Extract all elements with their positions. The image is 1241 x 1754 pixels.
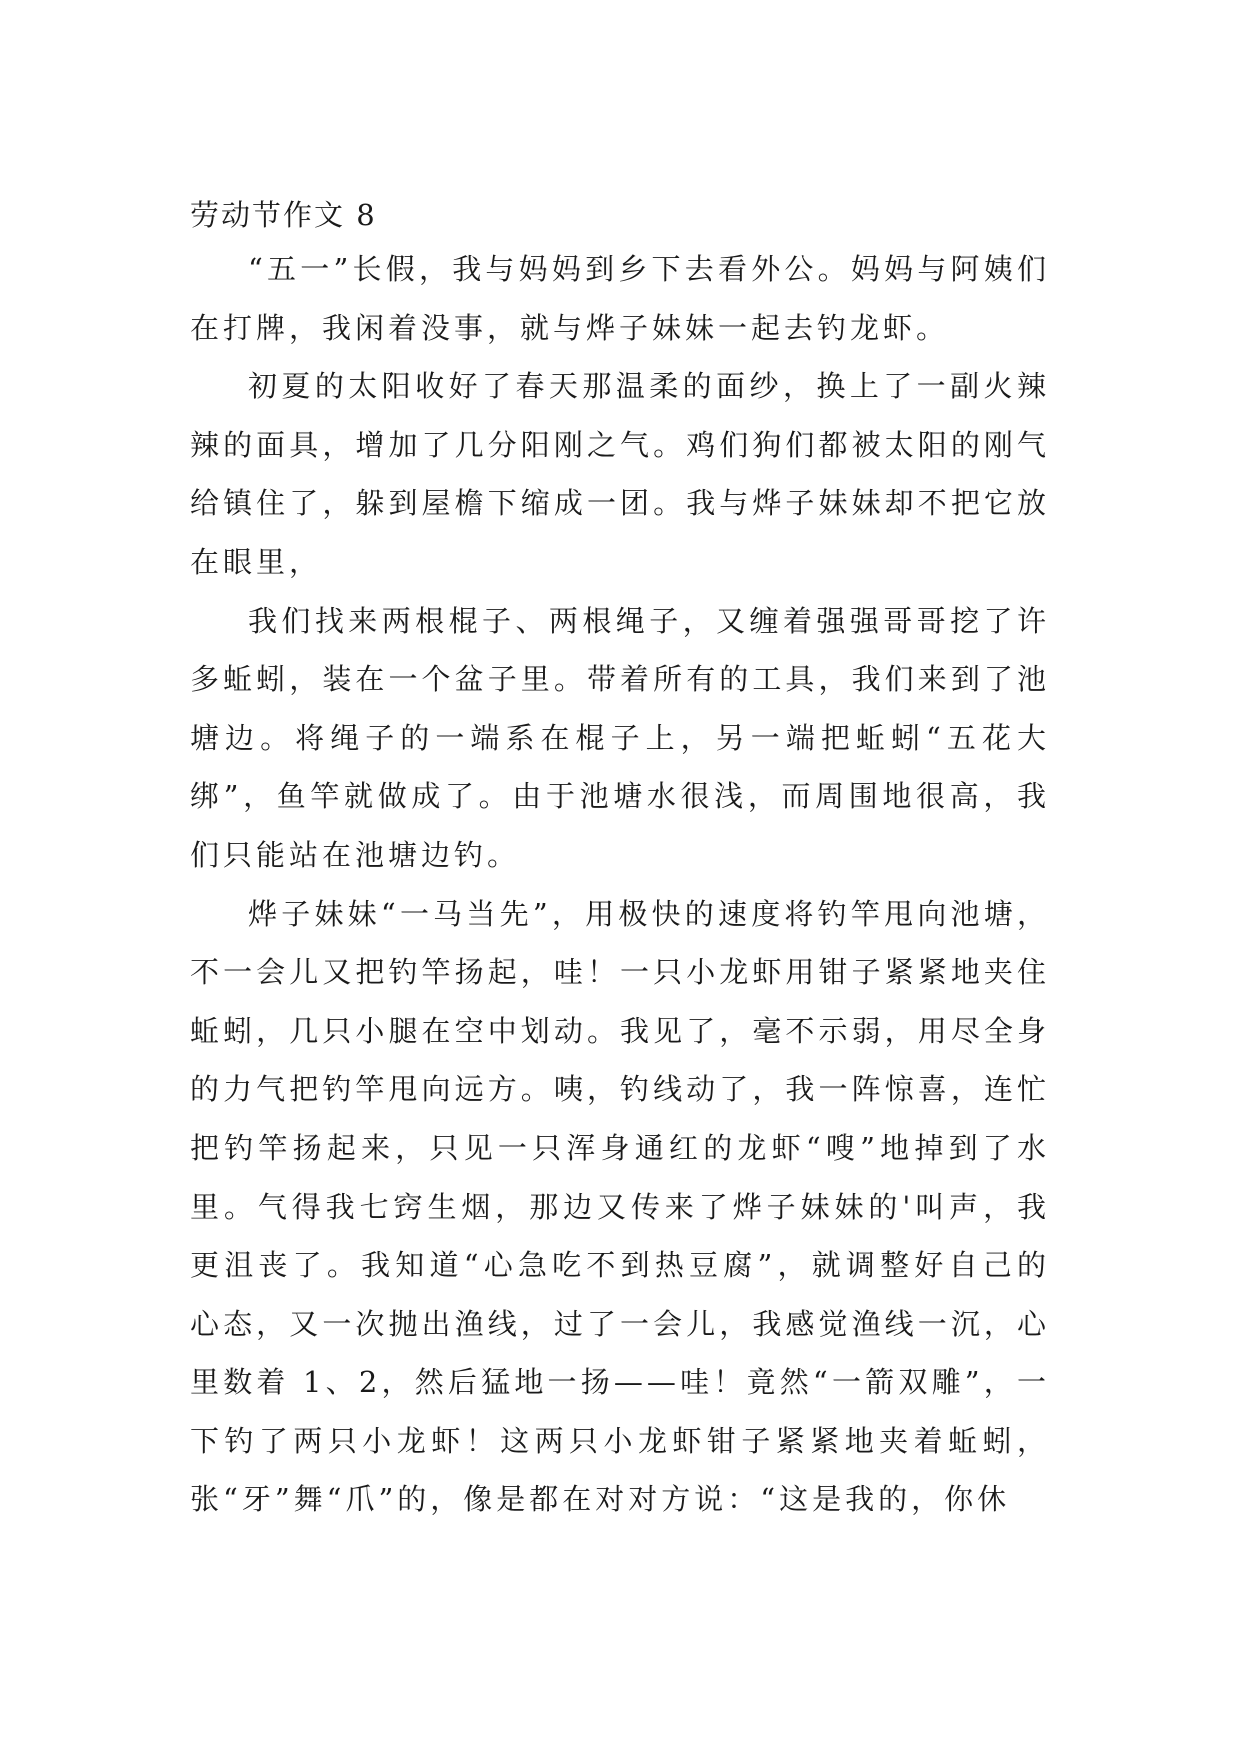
document-body xyxy=(190,190,1050,1529)
paragraph-3: 我们找来两根棍子、两根绳子，又缠着强强哥哥挖了许多蚯蚓，装在一个盆子里。带着所有的工具，我们来到了池塘边。将绳子的一端系在棍子上，另一端把蚯蚓“五花大绑”，鱼竿就做成了。由于池塘水很浅，而周围地很高，我们只能站在池塘边钓。 xyxy=(190,603,1050,872)
document-title: 劳动节作文 8 xyxy=(190,198,377,232)
paragraph-4: 烨子妹妹“一马当先”，用极快的速度将钓竿甩向池塘，不一会儿又把钓竿扬起，哇！一只小龙虾用钳子紧紧地夹住蚯蚓，几只小腿在空中划动。我见了，毫不示弱，用尽全身的力气把钓竿甩向远方。咦，钓线动了，我一阵惊喜，连忙把钓竿扬起来，只见一只浑身通红的龙虾“嗖”地掉到了水里。气得我七窍生烟，那边又传来了烨子妹妹的'叫声，我更沮丧了。我知道“心急吃不到热豆腐”，就调整好自己的心态，又一次抛出渔线，过了一会儿，我感觉渔线一沉，心里数着 1、2，然后猛地一扬——哇！竟然“一箭双雕”，一下钓了两只小龙虾！这两只小龙虾钳子紧紧地夹着蚯蚓，张“牙”舞“爪”的，像是都在对对方说：“这是我的，你休 xyxy=(190,896,1050,1517)
paragraph-1: “五一”长假，我与妈妈到乡下去看外公。妈妈与阿姨们在打牌，我闲着没事，就与烨子妹妹一起去钓龙虾。 xyxy=(190,252,1050,345)
paragraph-2: 初夏的太阳收好了春天那温柔的面纱，换上了一副火辣辣的面具，增加了几分阳刚之气。鸡们狗们都被太阳的刚气给镇住了，躲到屋檐下缩成一团。我与烨子妹妹却不把它放在眼里， xyxy=(190,369,1050,579)
